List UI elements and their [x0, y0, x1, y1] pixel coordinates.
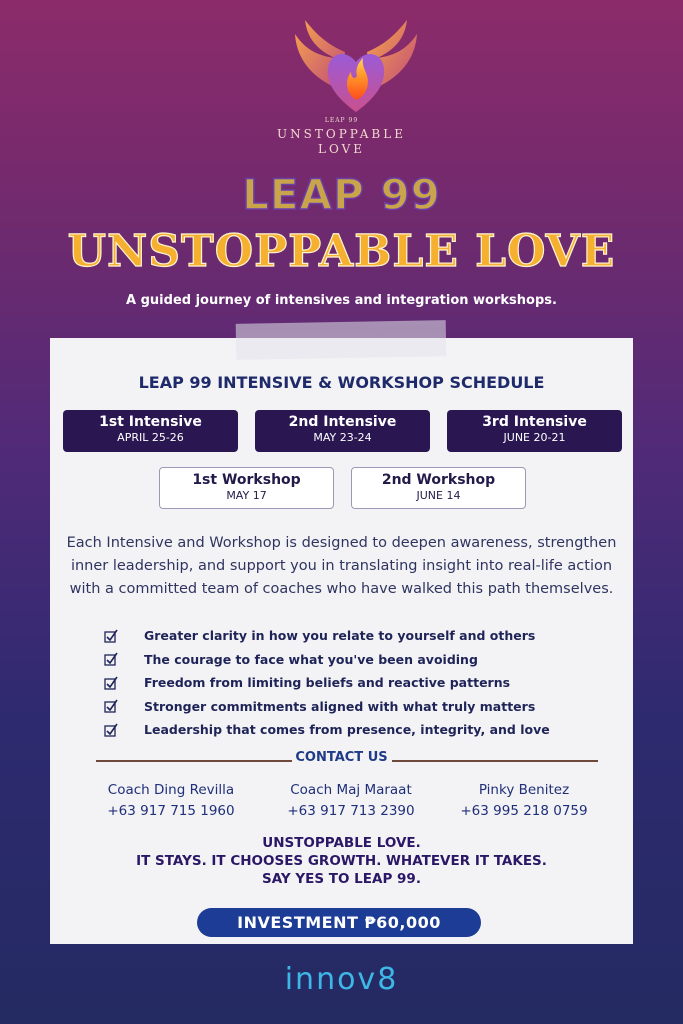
benefit-text: Leadership that comes from presence, integrity, and love [144, 722, 550, 738]
benefit-item [104, 648, 604, 672]
program-description: Each Intensive and Workshop is designed to deepen awareness, strengthen inner leadership, and support you in translating insight into real-life action with a committed team of coaches who have walked this path themselves. [66, 535, 617, 597]
benefit-text: The courage to face what you've been avoiding [144, 651, 478, 667]
intensive-2-date: MAY 23-24 [313, 431, 372, 444]
benefits-list [104, 624, 604, 742]
workshop-1-box [159, 467, 334, 509]
checkbox-checked-icon [104, 699, 118, 713]
intensive-2-label: 2nd Intensive [288, 414, 397, 430]
benefit-item [104, 624, 604, 648]
intensive-1-box [63, 410, 238, 452]
workshop-1-label: 1st Workshop [192, 472, 301, 488]
intensive-3-box [447, 410, 622, 452]
intensive-3-label: 3rd Intensive [482, 414, 587, 430]
subtitle: A guided journey of intensives and integration workshops. [126, 293, 557, 308]
workshop-2-box [351, 467, 526, 509]
logo-line-2: LOVE [317, 142, 366, 156]
benefit-item [104, 718, 604, 742]
benefit-item [104, 695, 604, 719]
benefit-item [104, 671, 604, 695]
benefit-text: Freedom from limiting beliefs and reactive patterns [144, 675, 511, 691]
coach-phone: +63 995 218 0759 [460, 803, 588, 819]
benefit-text: Stronger commitments aligned with what truly matters [144, 698, 536, 714]
intensive-3-date: JUNE 20-21 [503, 431, 566, 444]
benefit-text: Greater clarity in how you relate to yourself and others [144, 628, 536, 644]
logo-line-1: UNSTOPPABLE [277, 127, 406, 141]
checkbox-checked-icon [104, 676, 118, 690]
coach-name: Pinky Benitez [478, 782, 570, 798]
intensive-2-box [255, 410, 430, 452]
tagline-line-1: UNSTOPPABLE LOVE. [262, 835, 421, 851]
checkbox-checked-icon [104, 723, 118, 737]
tagline-line-2: IT STAYS. IT CHOOSES GROWTH. WHATEVER IT TAKES. [136, 853, 547, 869]
workshop-2-date: JUNE 14 [416, 489, 461, 502]
intensive-1-date: APRIL 25-26 [117, 431, 184, 444]
tape-decoration [236, 320, 447, 360]
footer-brand-logo: innov8 [284, 962, 399, 997]
coach-phone: +63 917 715 1960 [107, 803, 235, 819]
tagline-line-3: SAY YES TO LEAP 99. [262, 871, 421, 887]
coach-phone: +63 917 713 2390 [287, 803, 415, 819]
winged-heart-logo-icon [291, 12, 421, 120]
checkbox-checked-icon [104, 629, 118, 643]
intensive-1-label: 1st Intensive [99, 414, 202, 430]
main-title-line-1: LEAP 99 [242, 170, 441, 219]
investment-badge: INVESTMENT ₱60,000 [197, 908, 481, 937]
checkbox-checked-icon [104, 652, 118, 666]
tagline [0, 834, 683, 888]
coach-name: Coach Maj Maraat [290, 782, 412, 798]
coach-contact-1 [81, 780, 261, 822]
main-title-line-2: UNSTOPPABLE LOVE [67, 226, 616, 277]
workshop-2-label: 2nd Workshop [381, 472, 496, 488]
logo-wordmark [0, 127, 683, 157]
coach-name: Coach Ding Revilla [107, 782, 235, 798]
schedule-title: LEAP 99 INTENSIVE & WORKSHOP SCHEDULE [138, 373, 545, 392]
contact-title: CONTACT US [295, 750, 388, 765]
workshop-1-date: MAY 17 [226, 489, 267, 502]
coach-contact-2 [261, 780, 441, 822]
coach-contact-3 [434, 780, 614, 822]
logo-small-text: LEAP 99 [324, 117, 359, 124]
